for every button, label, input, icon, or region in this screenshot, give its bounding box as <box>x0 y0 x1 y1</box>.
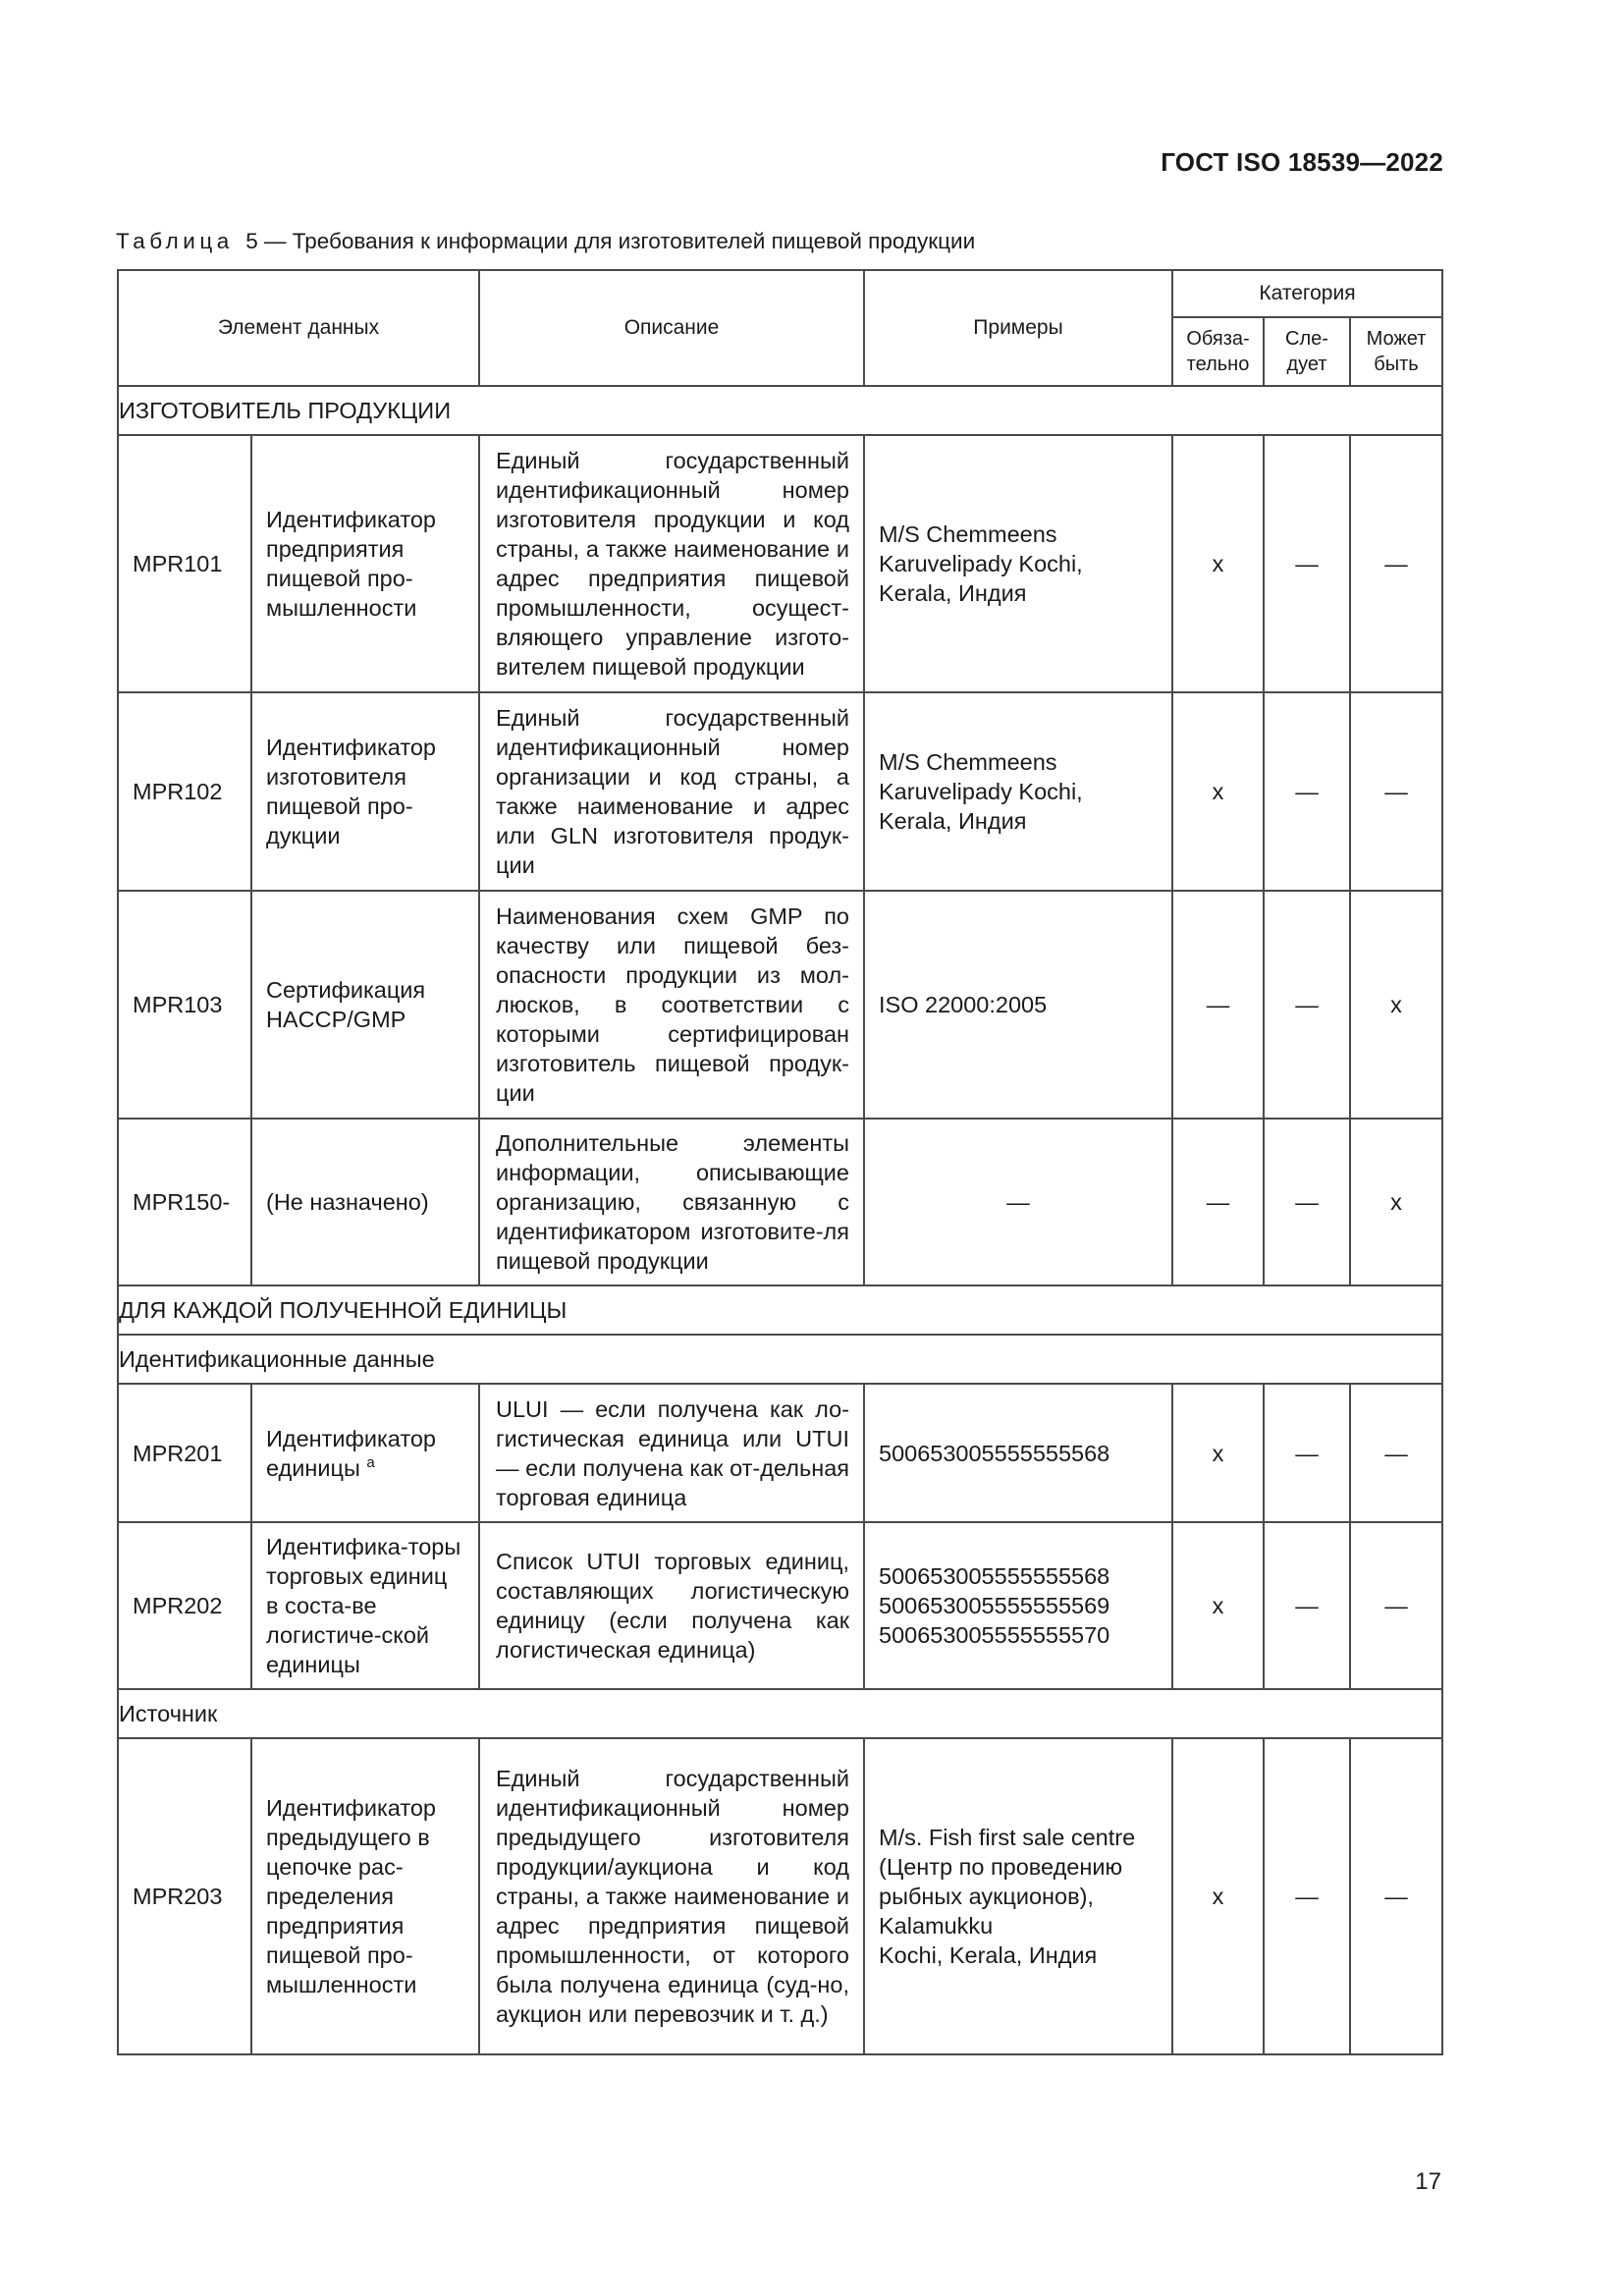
subsection-label: Идентификационные данные <box>118 1335 1442 1384</box>
subsection-label: Источник <box>118 1689 1442 1738</box>
caption-prefix: Таблица <box>116 229 234 253</box>
section-row-each-unit <box>118 1285 1442 1335</box>
page-number: 17 <box>1415 2168 1441 2195</box>
row-mandatory: x <box>1172 1522 1264 1689</box>
row-may: — <box>1350 1522 1442 1689</box>
row-description: Единый государственный идентификационный номер изготовителя продукции и код страны, а также наименование и адрес предприятия пищевой промышленности, осущест-вляющего управление изгото-вителем пищевой продукции <box>479 435 864 692</box>
row-mandatory: — <box>1172 1119 1264 1285</box>
table-row <box>118 435 1442 692</box>
row-mandatory: x <box>1172 435 1264 692</box>
row-code: MPR101 <box>118 435 251 692</box>
row-description: Список UTUI торговых единиц, составляющих логистическую единицу (если получена как логистическая единица) <box>479 1522 864 1689</box>
row-code: MPR150- <box>118 1119 251 1285</box>
row-may: — <box>1350 1738 1442 2054</box>
row-description: ULUI — если получена как ло-гистическая единица или UTUI — если получена как от-дельная торговая единица <box>479 1384 864 1522</box>
row-description: Наименования схем GMP по качеству или пищевой без-опасности продукции из мол-люсков, в соответствии с которыми сертифицирован изготовитель пищевой продук-ции <box>479 891 864 1119</box>
table-row <box>118 1738 1442 2054</box>
caption-text: 5 — Требования к информации для изготовителей пищевой продукции <box>245 229 976 253</box>
subsection-row-source <box>118 1689 1442 1738</box>
row-element: Идентификатор предыдущего в цепочке рас-пределения предприятия пищевой про-мышленности <box>251 1738 479 2054</box>
row-description: Единый государственный идентификационный номер организации и код страны, а также наименование и адрес или GLN изготовителя продук-ции <box>479 692 864 891</box>
row-should: — <box>1264 1522 1350 1689</box>
row-element: Идентификатор изготовителя пищевой про-дукции <box>251 692 479 891</box>
row-element: Идентифика-торы торговых единиц в соста-ве логистиче-ской единицы <box>251 1522 479 1689</box>
row-element <box>251 1384 479 1522</box>
footnote-marker: a <box>366 1453 375 1471</box>
row-should: — <box>1264 1384 1350 1522</box>
row-example: M/S Chemmeens Karuvelipady Kochi, Kerala, Индия <box>864 692 1172 891</box>
header-cat-mandatory: Обяза- тельно <box>1172 317 1264 386</box>
header-cat-should: Сле- дует <box>1264 317 1350 386</box>
section-label: ДЛЯ КАЖДОЙ ПОЛУЧЕННОЙ ЕДИНИЦЫ <box>118 1285 1442 1335</box>
table-row <box>118 692 1442 891</box>
section-label: ИЗГОТОВИТЕЛЬ ПРОДУКЦИИ <box>118 386 1442 435</box>
header-description: Описание <box>479 270 864 386</box>
header-cat-may: Может быть <box>1350 317 1442 386</box>
row-mandatory: x <box>1172 1384 1264 1522</box>
row-code: MPR202 <box>118 1522 251 1689</box>
requirements-table <box>117 269 1443 2055</box>
example-line: Kalamukku <box>879 1913 994 1939</box>
row-example: 500653005555555568 <box>864 1384 1172 1522</box>
row-mandatory: — <box>1172 891 1264 1119</box>
table-row <box>118 891 1442 1119</box>
section-row-producer <box>118 386 1442 435</box>
row-description: Дополнительные элементы информации, описывающие организацию, связанную с идентификатором изготовите-ля пищевой продукции <box>479 1119 864 1285</box>
row-code: MPR103 <box>118 891 251 1119</box>
table-caption <box>116 229 975 254</box>
row-example: M/S Chemmeens Karuvelipady Kochi, Kerala, Индия <box>864 435 1172 692</box>
header-examples: Примеры <box>864 270 1172 386</box>
example-line: 500653005555555570 <box>879 1622 1110 1648</box>
subsection-row-identification <box>118 1335 1442 1384</box>
row-should: — <box>1264 1119 1350 1285</box>
example-line: рыбных аукционов), <box>879 1884 1094 1909</box>
row-element: Идентификатор предприятия пищевой про-мышленности <box>251 435 479 692</box>
example-line: Kochi, Kerala, Индия <box>879 1942 1098 1968</box>
table-row <box>118 1384 1442 1522</box>
row-example <box>864 1522 1172 1689</box>
header-category: Категория <box>1172 270 1442 317</box>
row-mandatory: x <box>1172 1738 1264 2054</box>
row-may: x <box>1350 891 1442 1119</box>
row-element-text: Идентификатор единицы <box>266 1425 436 1481</box>
row-should: — <box>1264 435 1350 692</box>
example-line: 500653005555555569 <box>879 1593 1110 1618</box>
example-line: 500653005555555568 <box>879 1563 1110 1589</box>
row-example: ISO 22000:2005 <box>864 891 1172 1119</box>
row-description: Единый государственный идентификационный номер предыдущего изготовителя продукции/аукциона и код страны, а также наименование и адрес предприятия пищевой промышленности, от которого была получена единица (суд-но, аукцион или перевозчик и т. д.) <box>479 1738 864 2054</box>
table-row <box>118 1522 1442 1689</box>
row-should: — <box>1264 891 1350 1119</box>
row-may: — <box>1350 1384 1442 1522</box>
row-code: MPR102 <box>118 692 251 891</box>
example-line: M/s. Fish first sale centre <box>879 1825 1136 1850</box>
table-row <box>118 1119 1442 1285</box>
row-element: Сертификация HACCP/GMP <box>251 891 479 1119</box>
row-example <box>864 1738 1172 2054</box>
header-element: Элемент данных <box>118 270 479 386</box>
row-should: — <box>1264 1738 1350 2054</box>
row-may: — <box>1350 692 1442 891</box>
row-may: x <box>1350 1119 1442 1285</box>
row-may: — <box>1350 435 1442 692</box>
row-mandatory: x <box>1172 692 1264 891</box>
example-line: (Центр по проведению <box>879 1854 1123 1880</box>
standard-code: ГОСТ ISO 18539—2022 <box>1161 147 1443 177</box>
row-element: (Не назначено) <box>251 1119 479 1285</box>
row-example: — <box>864 1119 1172 1285</box>
row-code: MPR203 <box>118 1738 251 2054</box>
row-should: — <box>1264 692 1350 891</box>
row-code: MPR201 <box>118 1384 251 1522</box>
